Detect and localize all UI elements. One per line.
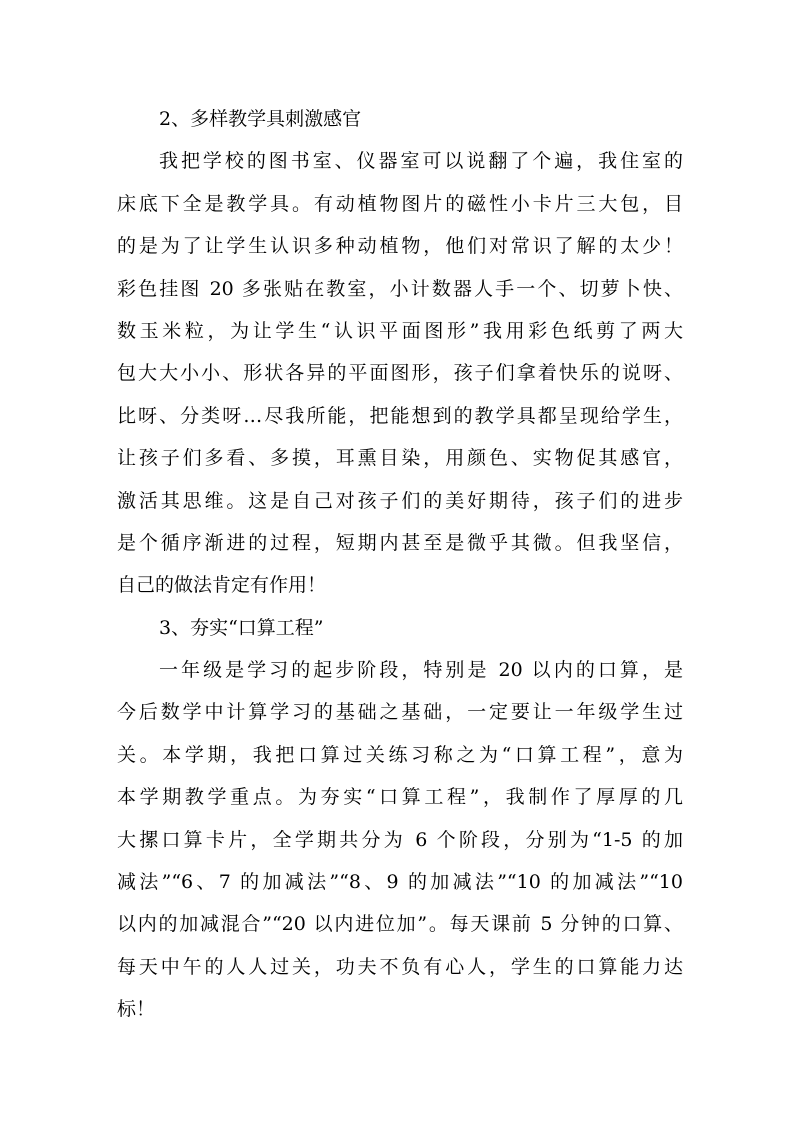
text-line: 床底下全是教学具。有动植物图片的磁性小卡片三大包，目 [117,192,683,215]
text-line: 关。本学期，我把口算过关练习称之为“口算工程”，意为 [117,743,683,766]
text-line: 激活其思维。这是自己对孩子们的美好期待，孩子们的进步 [117,489,683,512]
text-line: 比呀、分类呀…尽我所能，把能想到的教学具都呈现给学生， [117,404,683,427]
text-line: 我把学校的图书室、仪器室可以说翻了个遍，我住室的 [159,150,683,173]
text-line: 大摞口算卡片，全学期共分为 6 个阶段，分别为“1-5 的加 [117,828,683,851]
text-line: 以内的加减混合”“20 以内进位加”。每天课前 5 分钟的口算、 [117,913,683,936]
text-line: 标！ [117,998,156,1021]
text-line: 让孩子们多看、多摸，耳熏目染，用颜色、实物促其感官， [117,447,683,470]
text-line: 2、多样教学具刺激感官 [159,108,362,130]
document-body [117,98,683,1031]
text-line: 是个循序渐进的过程，短期内甚至是微乎其微。但我坚信， [117,531,683,554]
text-line: 今后数学中计算学习的基础之基础，一定要让一年级学生过 [117,701,683,724]
text-line: 的是为了让学生认识多种动植物，他们对常识了解的太少！ [117,235,683,258]
text-line: 减法”“6、7 的加减法”“8、9 的加减法”“10 的加减法”“10 [117,871,683,894]
text-line: 自己的做法肯定有作用！ [117,574,327,597]
text-line: 3、夯实“口算工程” [159,616,324,639]
text-line: 彩色挂图 20 多张贴在教室，小计数器人手一个、切萝卜快、 [117,277,683,300]
text-line: 一年级是学习的起步阶段，特别是 20 以内的口算，是 [159,659,683,682]
text-line: 每天中午的人人过关，功夫不负有心人，学生的口算能力达 [117,955,683,978]
text-line: 数玉米粒，为让学生“认识平面图形”我用彩色纸剪了两大 [117,319,683,342]
text-line: 包大大小小、形状各异的平面图形，孩子们拿着快乐的说呀、 [117,362,683,385]
text-line: 本学期教学重点。为夯实“口算工程”，我制作了厚厚的几 [117,786,683,809]
